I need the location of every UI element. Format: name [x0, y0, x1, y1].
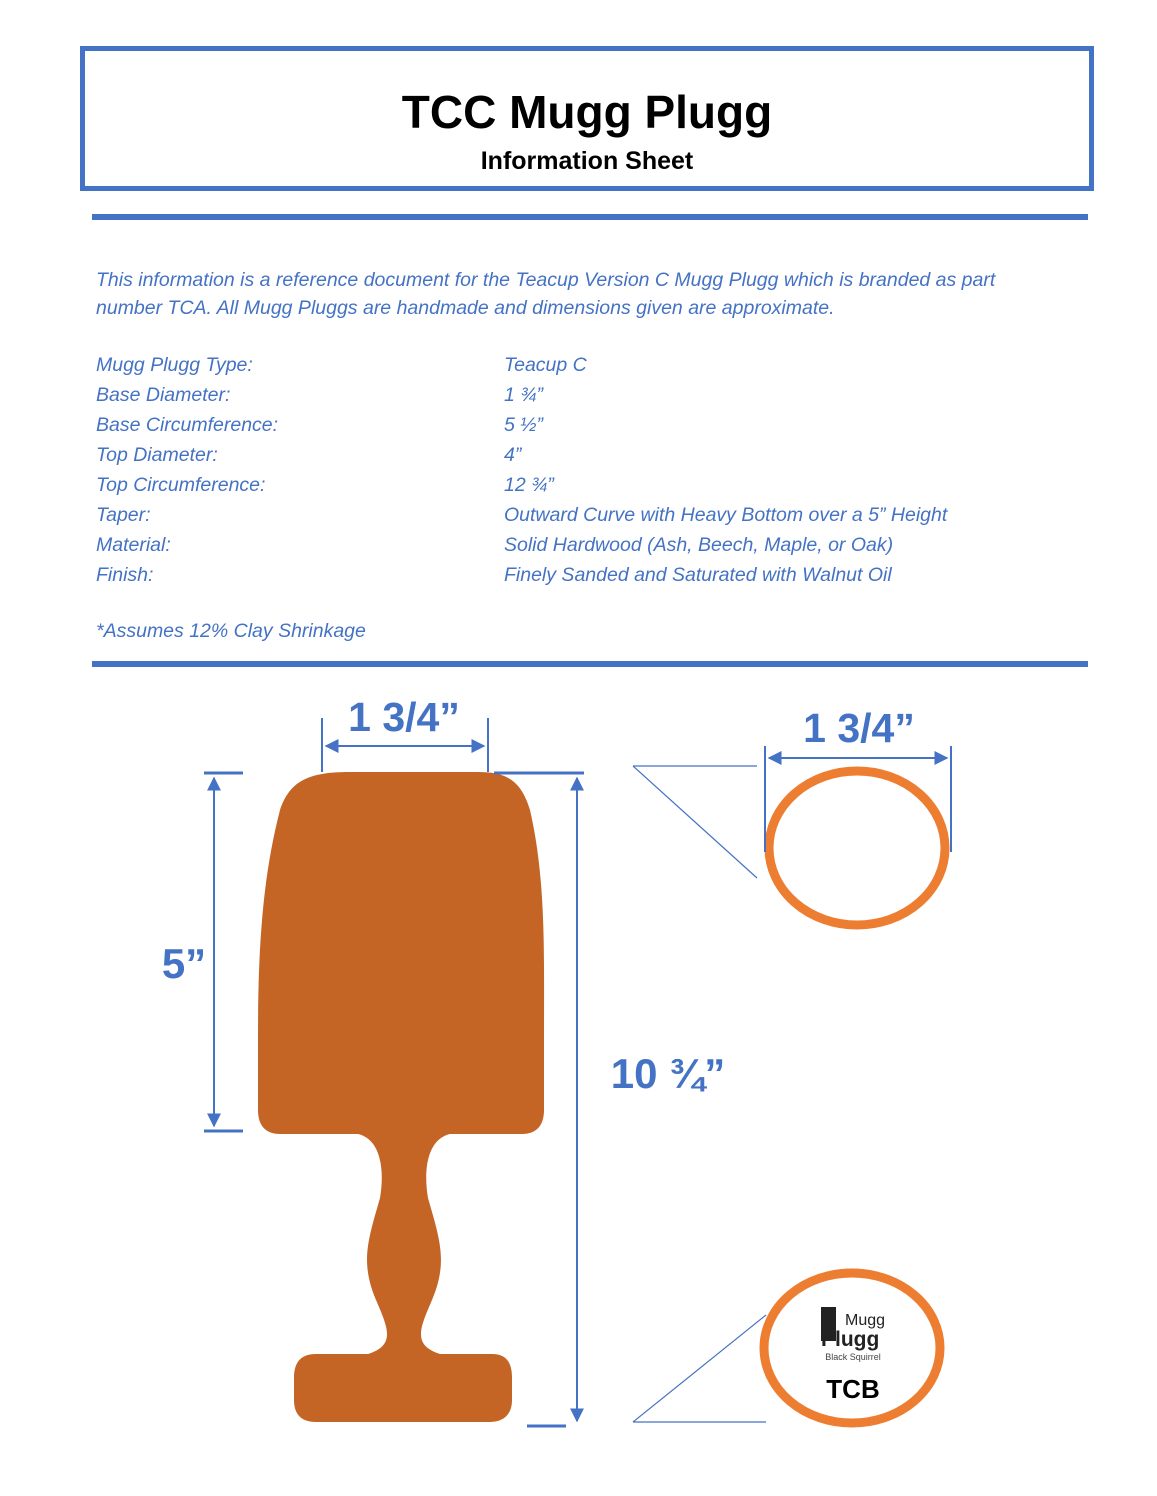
top-ring	[769, 771, 945, 925]
spec-value: 1 ¾”	[504, 384, 544, 406]
logo-code: TCB	[826, 1374, 880, 1404]
intro-line-2: number TCA. All Mugg Pluggs are handmade and dimensions given are approximate.	[96, 297, 835, 319]
spec-value: Solid Hardwood (Ash, Beech, Maple, or Oak)	[504, 534, 894, 556]
spec-value: 4”	[504, 444, 522, 466]
page-title: TCC Mugg Plugg	[401, 86, 773, 138]
ring-callout-line-bottom	[633, 766, 757, 878]
spec-label: Top Circumference:	[96, 474, 266, 496]
plug-silhouette	[258, 772, 544, 1422]
logo-callout-line-top	[633, 1315, 766, 1422]
logo-text-brand: Black Squirrel	[825, 1352, 881, 1362]
intro-line-1: This information is a reference document for the Teacup Version C Mugg Plugg which is branded as part	[96, 269, 996, 291]
spec-value: Teacup C	[504, 354, 587, 376]
page-subtitle: Information Sheet	[480, 147, 694, 175]
spec-value: 5 ½”	[504, 414, 544, 436]
spec-label: Material:	[96, 534, 171, 556]
spec-label: Top Diameter:	[96, 444, 218, 466]
shrinkage-note: *Assumes 12% Clay Shrinkage	[96, 620, 366, 642]
spec-label: Mugg Plugg Type:	[96, 354, 253, 376]
logo-text-mugg: Mugg	[845, 1312, 886, 1329]
spec-value: Finely Sanded and Saturated with Walnut Oil	[504, 564, 892, 586]
top-width-label: 1 3/4”	[348, 694, 460, 740]
spec-label: Finish:	[96, 564, 154, 586]
spec-label: Taper:	[96, 504, 151, 526]
logo-text-plugg: Plugg	[821, 1328, 880, 1351]
spec-value: Outward Curve with Heavy Bottom over a 5” Height	[504, 504, 948, 526]
spec-label: Base Diameter:	[96, 384, 231, 406]
spec-value: 12 ¾”	[504, 474, 554, 496]
total-height-label: 10 ¾”	[610, 1050, 726, 1097]
circle-width-label: 1 3/4”	[803, 705, 915, 751]
spec-label: Base Circumference:	[96, 414, 279, 436]
height-label: 5”	[161, 940, 207, 987]
